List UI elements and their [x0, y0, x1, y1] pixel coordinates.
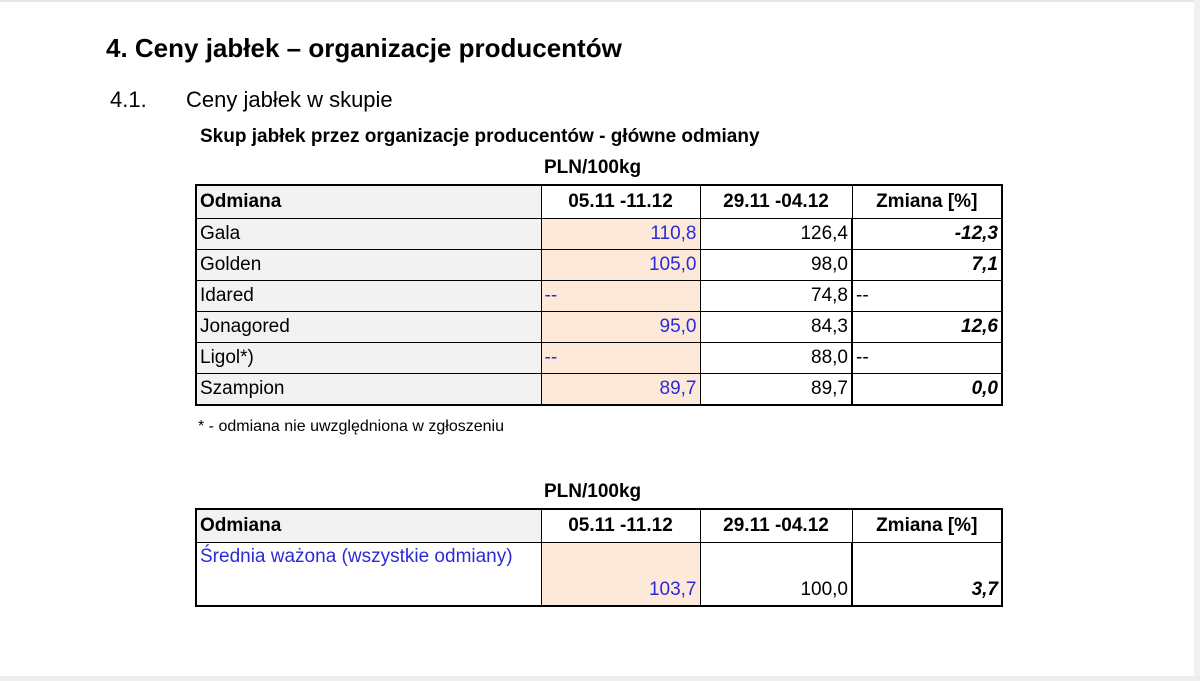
variety-cell: Idared: [196, 281, 541, 312]
table-row: [196, 312, 1002, 343]
prev-price-cell: 95,0: [541, 312, 700, 343]
table1-footnote: * - odmiana nie uwzględniona w zgłoszeniu: [198, 418, 504, 435]
page-edge: [0, 0, 1200, 2]
curr-price-cell: 100,0: [700, 543, 852, 607]
subsection-number: 4.1.: [110, 87, 147, 112]
price-table-weighted-average: [195, 508, 1003, 607]
page-edge: [0, 676, 1200, 681]
prev-price-cell: 103,7: [541, 543, 700, 607]
table-row: [196, 343, 1002, 374]
table-header-row: [196, 509, 1002, 543]
prev-price-cell: 89,7: [541, 374, 700, 406]
curr-price-cell: 74,8: [700, 281, 852, 312]
variety-cell: Ligol*): [196, 343, 541, 374]
change-cell: --: [852, 281, 1002, 312]
variety-cell: Gala: [196, 219, 541, 250]
change-cell: --: [852, 343, 1002, 374]
header-variety: Odmiana: [196, 185, 541, 219]
change-cell: 3,7: [852, 543, 1002, 607]
page-edge: [1194, 0, 1200, 681]
prev-price-cell: --: [541, 343, 700, 374]
header-prev-period: 05.11 -11.12: [541, 185, 700, 219]
curr-price-cell: 89,7: [700, 374, 852, 406]
prev-price-cell: 110,8: [541, 219, 700, 250]
subsection-title: Ceny jabłek w skupie: [186, 87, 393, 112]
table-row: [196, 374, 1002, 406]
table-row: [196, 219, 1002, 250]
table-header-row: [196, 185, 1002, 219]
change-cell: -12,3: [852, 219, 1002, 250]
table1-caption: Skup jabłek przez organizacje producentów - główne odmiany: [200, 126, 760, 147]
curr-price-cell: 84,3: [700, 312, 852, 343]
header-curr-period: 29.11 -04.12: [700, 509, 852, 543]
curr-price-cell: 98,0: [700, 250, 852, 281]
curr-price-cell: 126,4: [700, 219, 852, 250]
table1-unit: PLN/100kg: [544, 157, 642, 178]
table-row: [196, 543, 1002, 607]
variety-cell: Szampion: [196, 374, 541, 406]
variety-cell: Jonagored: [196, 312, 541, 343]
header-variety: Odmiana: [196, 509, 541, 543]
header-curr-period: 29.11 -04.12: [700, 185, 852, 219]
change-cell: 7,1: [852, 250, 1002, 281]
weighted-average-label: Średnia ważona (wszystkie odmiany): [196, 543, 541, 607]
prev-price-cell: 105,0: [541, 250, 700, 281]
section-title: 4. Ceny jabłek – organizacje producentów: [106, 33, 622, 63]
prev-price-cell: --: [541, 281, 700, 312]
variety-cell: Golden: [196, 250, 541, 281]
table-row: [196, 250, 1002, 281]
change-cell: 0,0: [852, 374, 1002, 406]
curr-price-cell: 88,0: [700, 343, 852, 374]
header-change: Zmiana [%]: [852, 185, 1002, 219]
header-change: Zmiana [%]: [852, 509, 1002, 543]
price-table-varieties: [195, 184, 1003, 406]
subsection-heading: [110, 87, 393, 113]
change-cell: 12,6: [852, 312, 1002, 343]
table2-unit: PLN/100kg: [544, 481, 642, 502]
table-row: [196, 281, 1002, 312]
header-prev-period: 05.11 -11.12: [541, 509, 700, 543]
